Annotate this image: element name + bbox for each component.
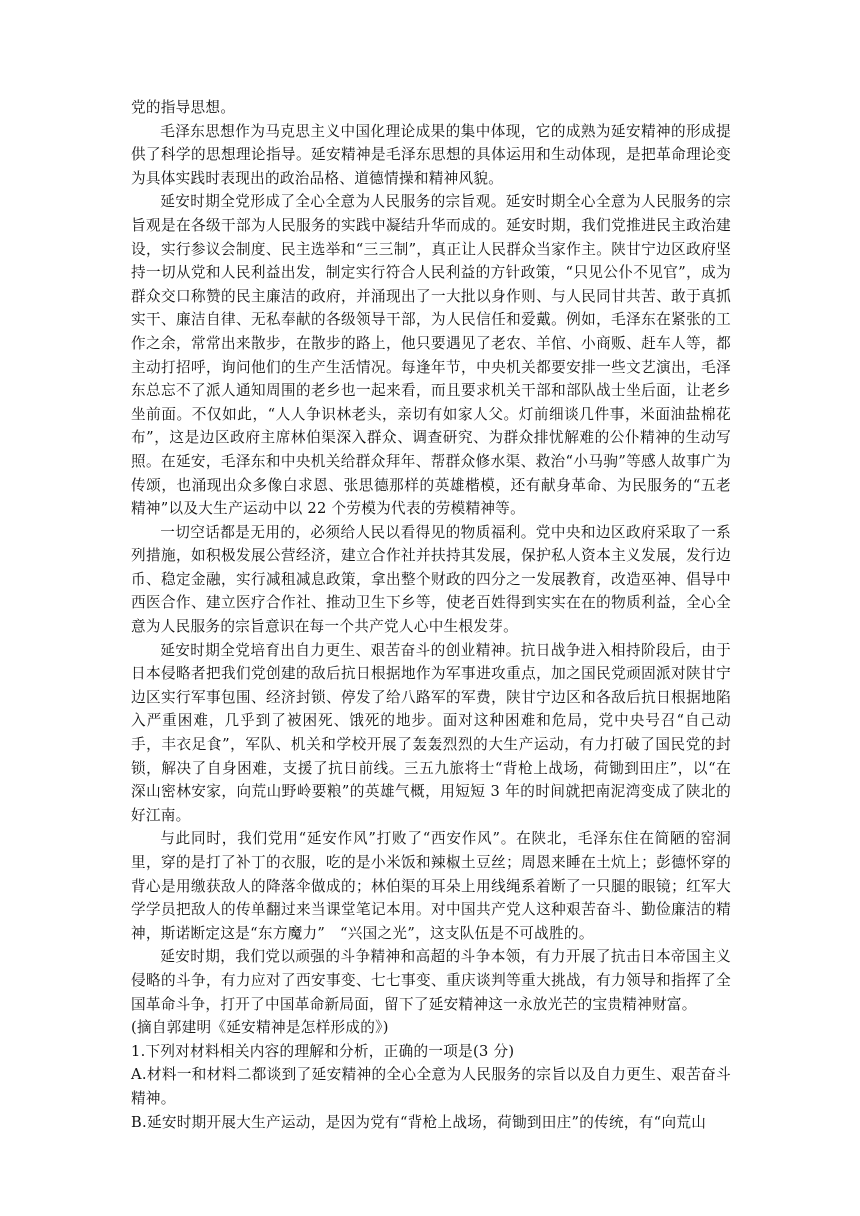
source-citation: (摘自郭建明《延安精神是怎样形成的》)	[131, 1019, 389, 1037]
paragraph-mao-thought: 毛泽东思想作为马克思主义中国化理论成果的集中体现，它的成熟为延安精神的形成提供了科学的思想理论指导。延安精神是毛泽东思想的具体运用和生动体现，是把革命理论变为具体实践时表现出的政治品格、道德情操和精神风貌。	[131, 122, 731, 187]
paragraph-serve-people: 延安时期全党形成了全心全意为人民服务的宗旨观。延安时期全心全意为人民服务的宗旨观是在各级干部为人民服务的实践中凝结升华而成的。延安时期，我们党推进民主政治建设，实行参议会制度、民主选举和“三三制”，真正让人民群众当家作主。陕甘宁边区政府坚持一切从党和人民利益出发，制定实行符合人民利益的方针政策，“只见公仆不见官”，成为群众交口称赞的民主廉洁的政府，并涌现出了一大批以身作则、与人民同甘共苦、敢于真抓实干、廉洁自律、无私奉献的各级领导干部，为人民信任和爱戴。例如，毛泽东在紧张的工作之余，常常出来散步，在散步的路上，他只要遇见了老农、羊倌、小商贩、赶车人等，都主动打招呼，询问他们的生产生活情况。每逢年节，中央机关都要安排一些文艺演出，毛泽东总忘不了派人通知周围的老乡也一起来看，而且要求机关干部和部队战士坐后面，让老乡坐前面。不仅如此，“人人争识林老头，亲切有如家人父。灯前细谈几件事，米面油盐棉花布”，这是边区政府主席林伯渠深入群众、调查研究、为群众排忧解难的公仆精神的生动写照。在延安，毛泽东和中央机关给群众拜年、帮群众修水渠、救治“小马驹”等感人故事广为传颂，也涌现出众多像白求恩、张思德那样的英雄楷模，还有献身革命、为民服务的“五老精神”以及大生产运动中以 22 个劳模为代表的劳模精神等。	[131, 193, 731, 518]
option-a: A.材料一和材料二都谈到了延安精神的全心全意为人民服务的宗旨以及自力更生、艰苦奋斗精神。	[131, 1066, 731, 1107]
document-body	[131, 96, 731, 1134]
paragraph-material-welfare: 一切空话都是无用的，必须给人民以看得见的物质福利。党中央和边区政府采取了一系列措施，如积极发展公营经济，建立合作社并扶持其发展，保护私人资本主义发展，发行边币、稳定金融，实行减租减息政策，拿出整个财政的四分之一发展教育，改造巫神、倡导中西医合作、建立医疗合作社、推动卫生下乡等，使老百姓得到实实在在的物质利益，全心全意为人民服务的宗旨意识在每一个共产党人心中生根发芽。	[131, 523, 731, 636]
paragraph-continuation: 党的指导思想。	[131, 99, 236, 116]
option-b: B.延安时期开展大生产运动，是因为党有“背枪上战场，荷锄到田庄”的传统，有“向荒山	[131, 1113, 707, 1131]
paragraph-struggle: 延安时期，我们党以顽强的斗争精神和高超的斗争本领，有力开展了抗击日本帝国主义侵略的斗争，有力应对了西安事变、七七事变、重庆谈判等重大挑战，有力领导和指挥了全国革命斗争，打开了中国革命新局面，留下了延安精神这一永放光芒的宝贵精神财富。	[131, 948, 731, 1013]
paragraph-yanan-style: 与此同时，我们党用“延安作风”打败了“西安作风”。在陕北，毛泽东住在简陋的窑洞里，穿的是打了补丁的衣服，吃的是小米饭和辣椒土豆丝；周恩来睡在土炕上；彭德怀穿的背心是用缴获敌人的降落伞做成的；林伯渠的耳朵上用线绳系着断了一只腿的眼镜；红军大学学员把敌人的传单翻过来当课堂笔记本用。对中国共产党人这种艰苦奋斗、勤俭廉洁的精神，斯诺断定这是“东方魔力” “兴国之光”，这支队伍是不可战胜的。	[131, 830, 731, 942]
question-stem: 1.下列对材料相关内容的理解和分析，正确的一项是(3 分)	[131, 1042, 515, 1060]
paragraph-self-reliance: 延安时期全党培育出自力更生、艰苦奋斗的创业精神。抗日战争进入相持阶段后，由于日本侵略者把我们党创建的敌后抗日根据地作为军事进攻重点，加之国民党顽固派对陕甘宁边区实行军事包围、经济封锁、停发了给八路军的军费，陕甘宁边区和各敌后抗日根据地陷入严重困难，几乎到了被困死、饿死的地步。面对这种困难和危局，党中央号召“自己动手，丰衣足食”，军队、机关和学校开展了轰轰烈烈的大生产运动，有力打破了国民党的封锁，解决了自身困难，支援了抗日前线。三五九旅将士“背枪上战场，荷锄到田庄”，以“在深山密林安家，向荒山野岭要粮”的英雄气概，用短短 3 年的时间就把南泥湾变成了陕北的好江南。	[131, 641, 731, 824]
